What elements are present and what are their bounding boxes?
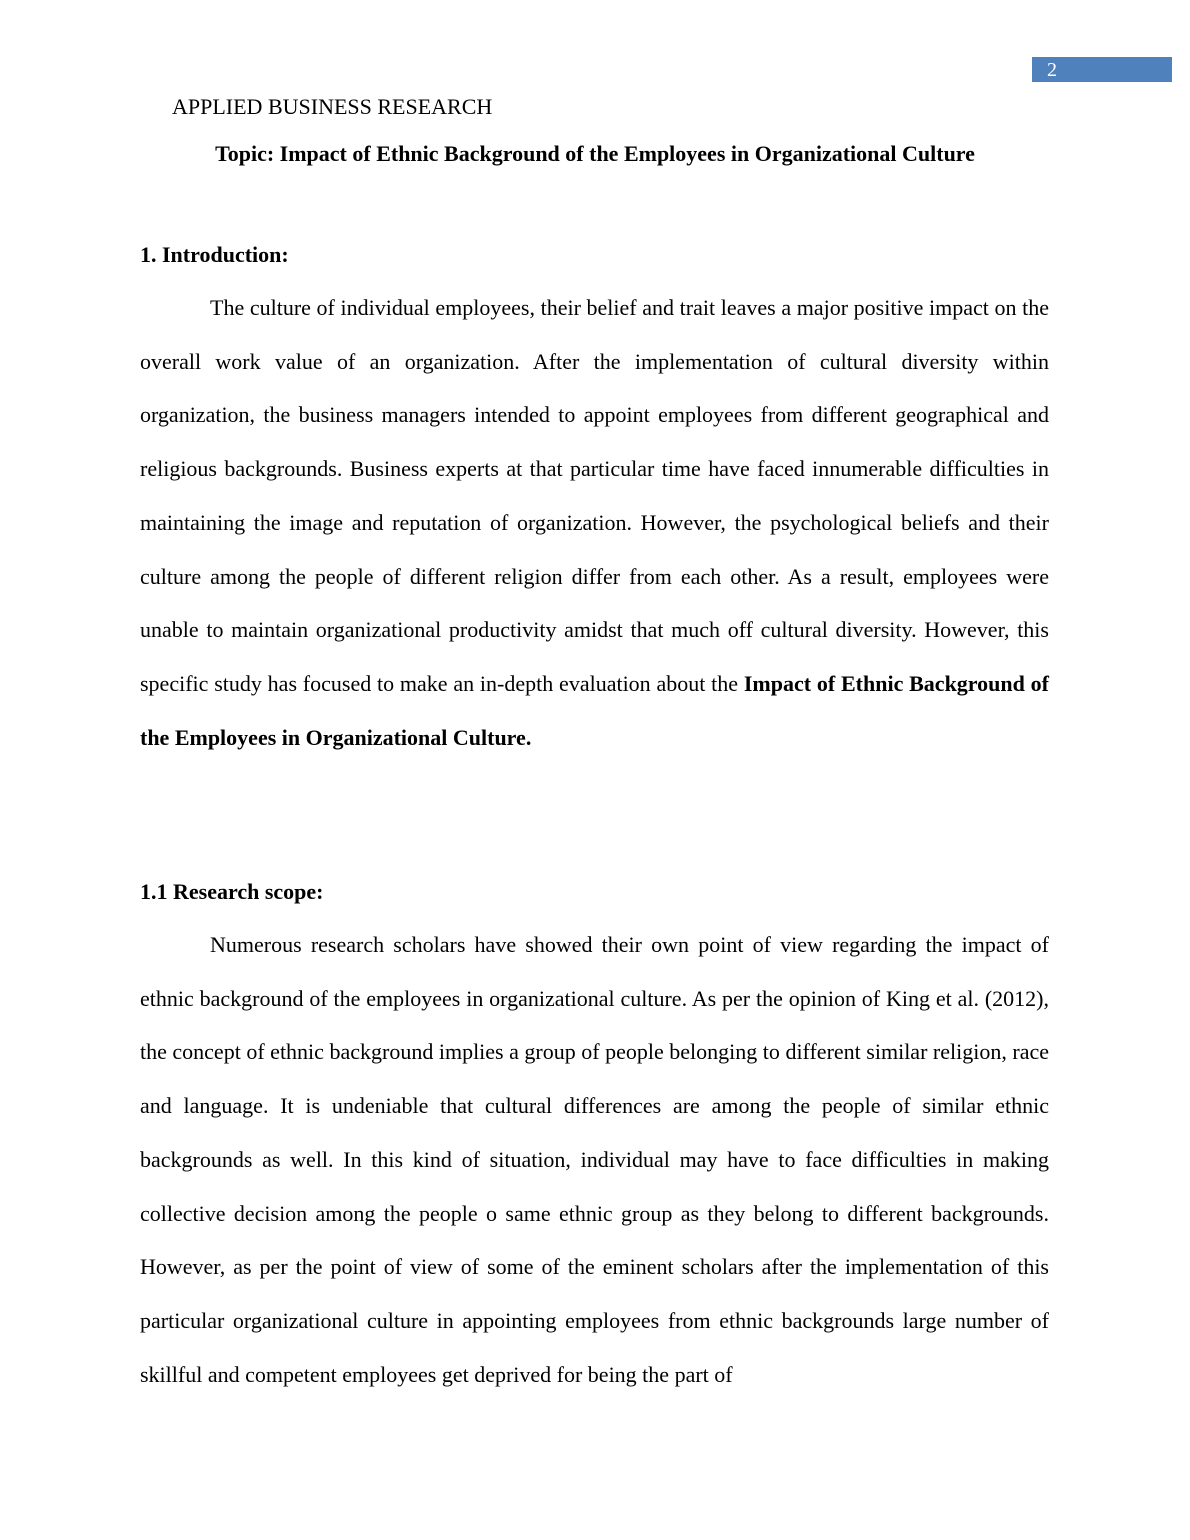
running-header: APPLIED BUSINESS RESEARCH [172, 94, 493, 119]
research-scope-paragraph [140, 918, 1049, 1401]
introduction-paragraph [140, 281, 1049, 764]
introduction-paragraph-bold-topic: Impact of Ethnic Background of the Employees in Organizational Culture. [140, 670, 1050, 750]
section-heading-research-scope: 1.1 Research scope: [140, 879, 324, 904]
page-number: 2 [1047, 59, 1057, 81]
research-scope-paragraph-text: Numerous research scholars have showed their own point of view regarding the impact of ethnic background of the employees in organizational culture. As per the opinion of King et al. (2012), the concept of ethnic background implies a group of people belonging to different similar religion, race and language. It is undeniable that cultural differences are among the people of similar ethnic backgrounds as well. In this kind of situation, individual may have to face difficulties in making collective decision among the people o same ethnic group as they belong to different backgrounds. However, as per the point of view of some of the eminent scholars after the implementation of this particular organizational culture in appointing employees from ethnic backgrounds large number of skillful and competent employees get deprived for being the part of [140, 932, 1049, 1387]
section-heading-introduction: 1. Introduction: [140, 242, 289, 267]
document-title: Topic: Impact of Ethnic Background of the Employees in Organizational Culture [215, 141, 975, 166]
introduction-paragraph-text: The culture of individual employees, their belief and trait leaves a major positive impact on the overall work value of an organization. After the implementation of cultural diversity within organization, the business managers intended to appoint employees from different geographical and religious backgrounds. Business experts at that particular time have faced innumerable difficulties in maintaining the image and reputation of organization. However, the psychological beliefs and their culture among the people of different religion differ from each other. As a result, employees were unable to maintain organizational productivity amidst that much off cultural diversity. However, this specific study has focused to make an in-depth evaluation about the [140, 295, 1049, 696]
